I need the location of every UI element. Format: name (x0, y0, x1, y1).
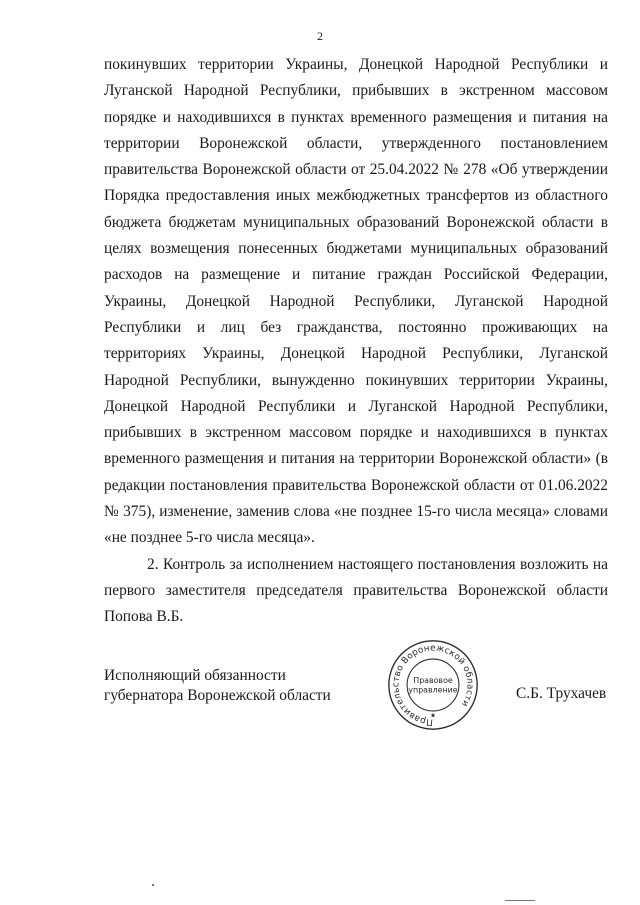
document-body (104, 52, 608, 631)
signatory-title-line-1: Исполняющий обязанности (104, 667, 286, 684)
signatory-name: С.Б. Трухачев (516, 685, 607, 702)
scan-speck (505, 900, 535, 901)
legal-department-stamp (385, 637, 481, 733)
signatory-title-line-2: губернатора Воронежской области (104, 687, 331, 704)
stamp-center-line-1: Правовое (413, 676, 453, 686)
paragraph-1: покинувших территории Украины, Донецкой Народной Республики и Луганской Народной Республики, прибывших в экстренном массовом порядке и находившихся в пунктах временного размещения и питания на территории Воронежской области, утвержденного постановлением правительства Воронежской области от 25.04.2022 № 278 «Об утверждении Порядка предоставления иных межбюджетных трансфертов из областного бюджета бюджетам муниципальных образований Воронежской области в целях возмещения понесенных бюджетами муниципальных образований расходов на размещение и питание граждан Российской Федерации, Украины, Донецкой Народной Республики, Луганской Народной Республики и лиц без гражданства, постоянно проживающих на территориях Украины, Донецкой Народной Республики, Луганской Народной Республики, вынужденно покинувших территории Украины, Донецкой Народной Республики и Луганской Народной Республики, прибывших в экстренном массовом порядке и находившихся в пунктах временного размещения и питания на территории Воронежской области» (в редакции постановления правительства Воронежской области от 01.06.2022 № 375), изменение, заменив слова «не позднее 15-го числа месяца» словами «не позднее 5-го числа месяца». (104, 56, 608, 547)
signature-block (104, 666, 331, 706)
page-number: 2 (317, 29, 323, 43)
scan-speck (152, 884, 154, 886)
stamp-center-line-2: управление (408, 685, 458, 695)
paragraph-2: 2. Контроль за исполнением настоящего постановления возложить на первого заместителя председателя правительства Воронежской области Попова В.Б. (104, 555, 608, 626)
stamp-star-icon: ★ (429, 711, 437, 720)
stamp-ring-text: Правительство Воронежской области (391, 643, 475, 727)
